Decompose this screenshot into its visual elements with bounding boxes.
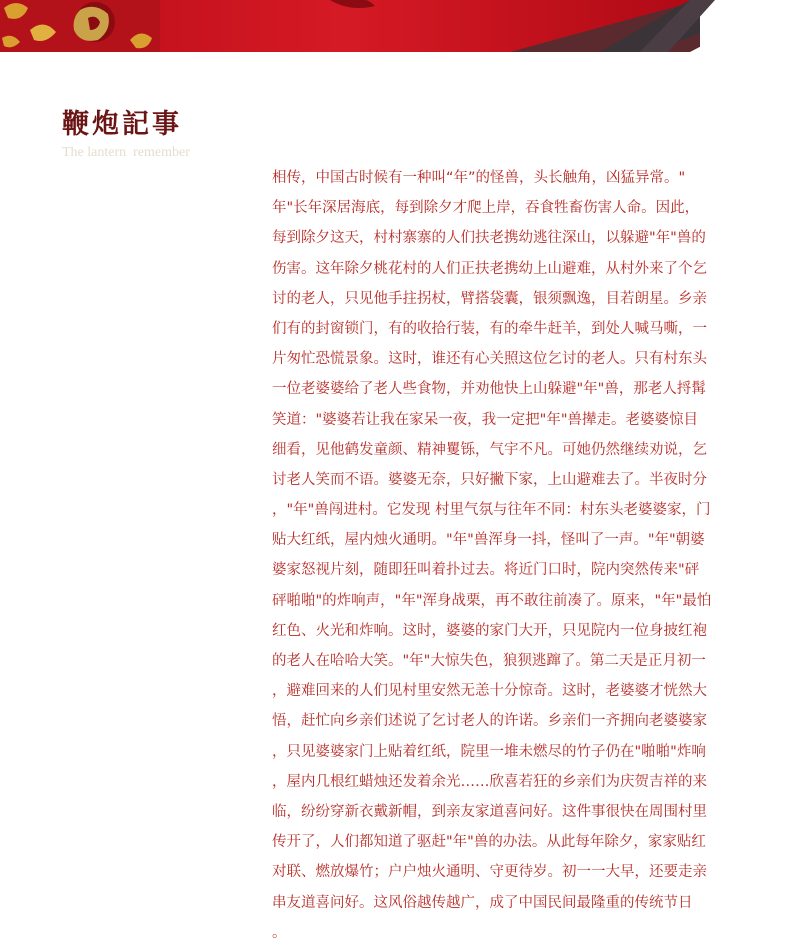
section-subtitle: The lantern remember bbox=[62, 145, 190, 160]
story-line: 。 bbox=[272, 924, 287, 941]
story-line: ，"年"兽闯进村。它发现 村里气氛与往年不同：村东头老婆婆家，门 bbox=[272, 502, 711, 519]
story-line: 讨的老人，只见他手拄拐杖，臂搭袋囊，银须飘逸，目若朗星。乡亲 bbox=[272, 290, 707, 307]
story-line: 串友道喜问好。这风俗越传越广，成了中国民间最隆重的传统节日 bbox=[272, 894, 693, 911]
story-line: 伤害。这年除夕桃花村的人们正扶老携幼上山避难，从村外来了个乞 bbox=[272, 260, 707, 277]
story-line: 悟，赶忙向乡亲们述说了乞讨老人的许诺。乡亲们一齐拥向老婆婆家 bbox=[272, 713, 707, 730]
story-line: 贴大红纸，屋内烛火通明。"年"兽浑身一抖，怪叫了一声。"年"朝婆 bbox=[272, 532, 705, 549]
story-line: 笑道："婆婆若让我在家呆一夜，我一定把"年"兽撵走。老婆婆惊目 bbox=[272, 411, 699, 428]
story-line: 相传，中国古时候有一种叫“年”的怪兽，头长触角，凶猛异常。" bbox=[272, 170, 686, 186]
story-line: ，屋内几根红蜡烛还发着余光……欣喜若狂的乡亲们为庆贺吉祥的来 bbox=[272, 773, 707, 790]
story-line: 一位老婆婆给了老人些食物，并劝他快上山躲避"年"兽，那老人捋髯 bbox=[272, 381, 706, 398]
banner-image bbox=[0, 0, 790, 52]
story-line: 年"长年深居海底，每到除夕才爬上岸，吞食牲畜伤害人命。因此， bbox=[272, 200, 700, 217]
story-line: 红色、火光和炸响。这时，婆婆的家门大开，只见院内一位身披红袍 bbox=[272, 622, 707, 639]
story-text bbox=[272, 163, 756, 948]
story-line: 讨老人笑而不语。婆婆无奈，只好撇下家，上山避难去了。半夜时分 bbox=[272, 471, 707, 488]
story-line: 对联、燃放爆竹；户户烛火通明、守更待岁。初一一大早，还要走亲 bbox=[272, 864, 707, 881]
story-line: 的老人在哈哈大笑。"年"大惊失色，狼狈逃蹿了。第二天是正月初一 bbox=[272, 653, 706, 669]
story-line: 们有的封窗锁门，有的收拾行装，有的牵牛赶羊，到处人喊马嘶，一 bbox=[272, 320, 707, 337]
story-line: 临，纷纷穿新衣戴新帽，到亲友家道喜问好。这件事很快在周围村里 bbox=[272, 803, 707, 820]
red-gift-box-photo bbox=[0, 0, 790, 52]
story-line: 婆家怒视片刻，随即狂叫着扑过去。将近门口时，院内突然传来"砰 bbox=[272, 562, 700, 579]
story-line: 砰啪啪"的炸响声，"年"浑身战栗，再不敢往前凑了。原来，"年"最怕 bbox=[272, 592, 712, 609]
story-line: 片匆忙恐慌景象。这时，谁还有心关照这位乞讨的老人。只有村东头 bbox=[272, 351, 707, 368]
section-title: 鞭炮記事 bbox=[62, 109, 182, 140]
section-heading bbox=[62, 106, 190, 162]
story-line: ，只见婆婆家门上贴着红纸，院里一堆未燃尽的竹子仍在"啪啪"炸响 bbox=[272, 743, 706, 760]
story-line: 每到除夕这天，村村寨寨的人们扶老携幼逃往深山，以躲避"年"兽的 bbox=[272, 230, 706, 247]
story-line: 传开了，人们都知道了驱赶"年"兽的办法。从此每年除夕，家家贴红 bbox=[272, 834, 706, 851]
story-line: ，避难回来的人们见村里安然无恙十分惊奇。这时，老婆婆才恍然大 bbox=[272, 683, 707, 700]
story-line: 细看，见他鹤发童颜、精神矍铄，气宇不凡。可她仍然继续劝说，乞 bbox=[272, 441, 707, 458]
